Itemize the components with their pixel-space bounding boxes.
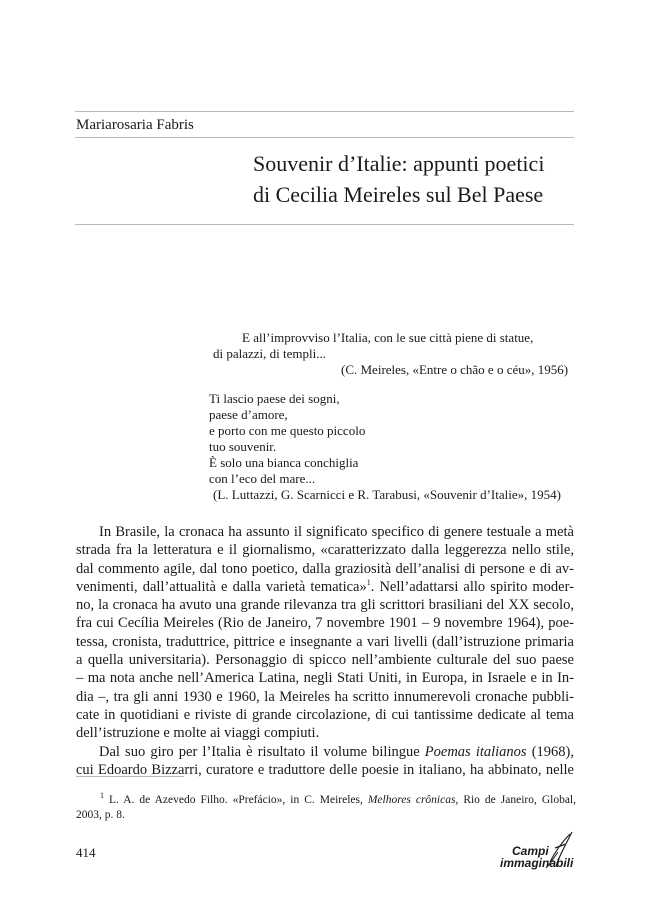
epigraph-2-line-3: e porto con me questo piccolo: [209, 423, 366, 438]
epigraph-2-line-1: Ti lascio paese dei sogni,: [209, 391, 340, 406]
article-title: [253, 148, 544, 210]
title-rule: [75, 224, 574, 225]
epigraph-2-line-5: È solo una bianca conchiglia: [209, 455, 359, 470]
body-line-part: (1968),: [526, 743, 574, 760]
footnote-number: 1: [100, 791, 104, 801]
epigraph-1-line-2: di palazzi, di templi...: [213, 346, 326, 361]
footnote-marker[interactable]: 1: [366, 578, 371, 588]
epigraph-2-line-4: tuo souvenir.: [209, 439, 277, 454]
author-rule: [75, 137, 574, 138]
body-line-part: venimenti, dall’attualità e dalla varietà tematica»: [76, 578, 367, 595]
footnote-text: , Rio de Janeiro, Global,: [455, 794, 576, 806]
book-title: Poemas italianos: [424, 743, 527, 760]
footnote-book-title: Melhores crônicas: [367, 794, 456, 806]
epigraph-2-line-6: con l’eco del mare...: [209, 471, 316, 486]
body-line: dal commento agile, dal tono poetico, dalla graziosità dell’analisi di persone e di av-: [76, 560, 574, 577]
body-line: no, la cronaca ha avuto una grande rilevanza tra gli scrittori brasiliani del XX secolo,: [76, 597, 574, 614]
epigraph-1-citation: (C. Meireles, «Entre o chão e o céu», 1956): [341, 362, 569, 377]
body-line: fra cui Cecília Meireles (Rio de Janeiro, 7 novembre 1901 – 9 novembre 1964), poe-: [76, 615, 574, 632]
footnote: [76, 793, 576, 823]
publisher-logo: [500, 828, 580, 878]
epigraph-1-line-1: E all’improvviso l’Italia, con le sue città piene di statue,: [242, 330, 534, 345]
footnote-line-2: 2003, p. 8.: [76, 809, 125, 821]
body-line: a quella universitaria). Personaggio di spicco nell’ambiente culturale del suo paese: [76, 652, 574, 669]
top-rule: [75, 111, 574, 112]
logo-word-2: immaginabili: [500, 856, 574, 870]
body-line-part: Dal suo giro per l’Italia è risultato il volume bilingue: [99, 743, 425, 760]
author-name: Mariarosaria Fabris: [76, 117, 194, 133]
body-line: – ma nota anche nell’America Latina, negli Stati Uniti, in Europa, in Israele e in In-: [76, 670, 574, 687]
body-line: cui Edoardo Bizzarri, curatore e traduttore delle poesie in italiano, ha abbinato, nelle: [76, 761, 574, 778]
body-text: [76, 523, 574, 779]
body-line: strada fra la letteratura e il giornalismo, «caratterizzato dalla leggerezza nello stile,: [76, 542, 574, 559]
page-number: 414: [76, 845, 96, 860]
body-line: dia –, tra gli anni 1930 e 1960, la Meireles ha scritto innumerevoli cronache pubbli-: [76, 688, 574, 705]
body-line: In Brasile, la cronaca ha assunto il significato specifico di genere testuale a metà: [99, 524, 574, 540]
body-line: tessa, cronista, traduttrice, pittrice e insegnante a vari livelli (dall’istruzione primaria: [76, 633, 574, 650]
body-line-with-italic: [76, 743, 574, 761]
epigraph-2-line-2: paese d’amore,: [209, 407, 288, 422]
body-line: cate in quotidiani e riviste di grande circolazione, di cui tantissime dedicate al tema: [76, 706, 574, 723]
body-line: dell’istruzione e molte ai viaggi compiuti.: [76, 725, 320, 742]
footnote-text: L. A. de Azevedo Filho. «Prefácio», in C. Meireles,: [104, 794, 368, 806]
title-line-1: Souvenir d’Italie: appunti poetici: [253, 151, 545, 176]
body-line-with-note: [76, 578, 574, 596]
footnote-rule: [76, 776, 184, 777]
epigraph-2-citation: (L. Luttazzi, G. Scarnicci e R. Tarabusi, «Souvenir d’Italie», 1954): [213, 487, 561, 502]
footnote-line-1: [76, 793, 576, 808]
logo-word-1: Campi: [512, 844, 549, 858]
body-line-part: . Nell’adattarsi allo spirito moder-: [370, 578, 574, 595]
title-line-2: di Cecilia Meireles sul Bel Paese: [253, 182, 544, 207]
